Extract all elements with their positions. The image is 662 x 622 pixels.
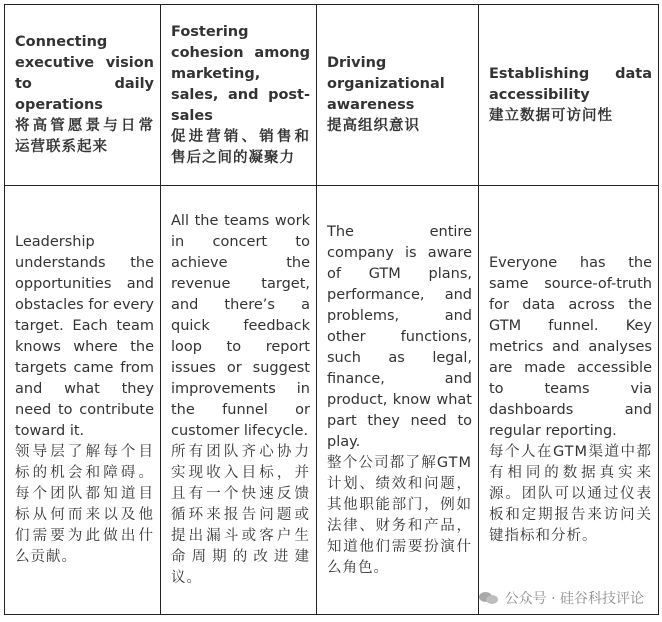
header-cell: [5, 5, 161, 186]
body-zh: 所有团队齐心协力实现收入目标，并且有一个快速反馈循环来报告问题或提出漏斗或客户生命周期的改进建议。: [171, 444, 310, 586]
body-cell: [479, 186, 659, 615]
body-cell: [5, 186, 161, 615]
body-en: All the teams work in concert to achieve the revenue target, and there’s a quick feedback loop to report issues or suggest improvements in the funnel or customer lifecycle.: [171, 213, 310, 439]
body-zh: 领导层了解每个目标的机会和障碍。每个团队都知道目标从何而来以及他们需要为此做出什么贡献。: [15, 444, 154, 565]
header-en: Connecting executive vision to daily operations: [15, 34, 154, 113]
header-en: Fostering cohesion among marketing, sales, and post-sales: [171, 23, 310, 124]
header-cell: [317, 5, 479, 186]
watermark: [479, 588, 644, 608]
body-en: The entire company is aware of GTM plans, performance, and problems, and other functions, such as legal, finance, and product, know what part they need to play.: [327, 223, 472, 450]
body-row: [5, 186, 659, 615]
body-cell: [317, 186, 479, 615]
header-en: Driving organizational awareness: [327, 55, 445, 113]
header-cell: [479, 5, 659, 186]
body-zh: 每个人在GTM渠道中都有相同的数据真实来源。团队可以通过仪表板和定期报告来访问关键指标和分析。: [489, 444, 652, 544]
header-en: Establishing data accessibility: [489, 65, 652, 103]
body-cell: [161, 186, 317, 615]
body-en: Leadership understands the opportunities and obstacles for every target. Each team knows where the targets came from and what they need to contribute toward it.: [15, 234, 154, 439]
header-zh: 促进营销、销售和售后之间的凝聚力: [171, 128, 310, 166]
body-en: Everyone has the same source-of-truth for data across the GTM funnel. Key metrics and analyses are made accessible to teams via dashboards and regular reporting.: [489, 255, 652, 439]
header-cell: [161, 5, 317, 186]
header-row: [5, 5, 659, 186]
comparison-table: [4, 4, 659, 615]
header-zh: 提高组织意识: [327, 118, 420, 134]
body-zh: 整个公司都了解GTM计划、绩效和问题，其他职能部门，例如法律、财务和产品，知道他们需要扮演什么角色。: [327, 454, 472, 576]
watermark-text: 公众号 · 硅谷科技评论: [504, 591, 644, 607]
header-zh: 建立数据可访问性: [489, 107, 613, 124]
header-zh: 将高管愿景与日常运营联系起来: [15, 118, 154, 155]
wechat-icon: [479, 590, 499, 606]
